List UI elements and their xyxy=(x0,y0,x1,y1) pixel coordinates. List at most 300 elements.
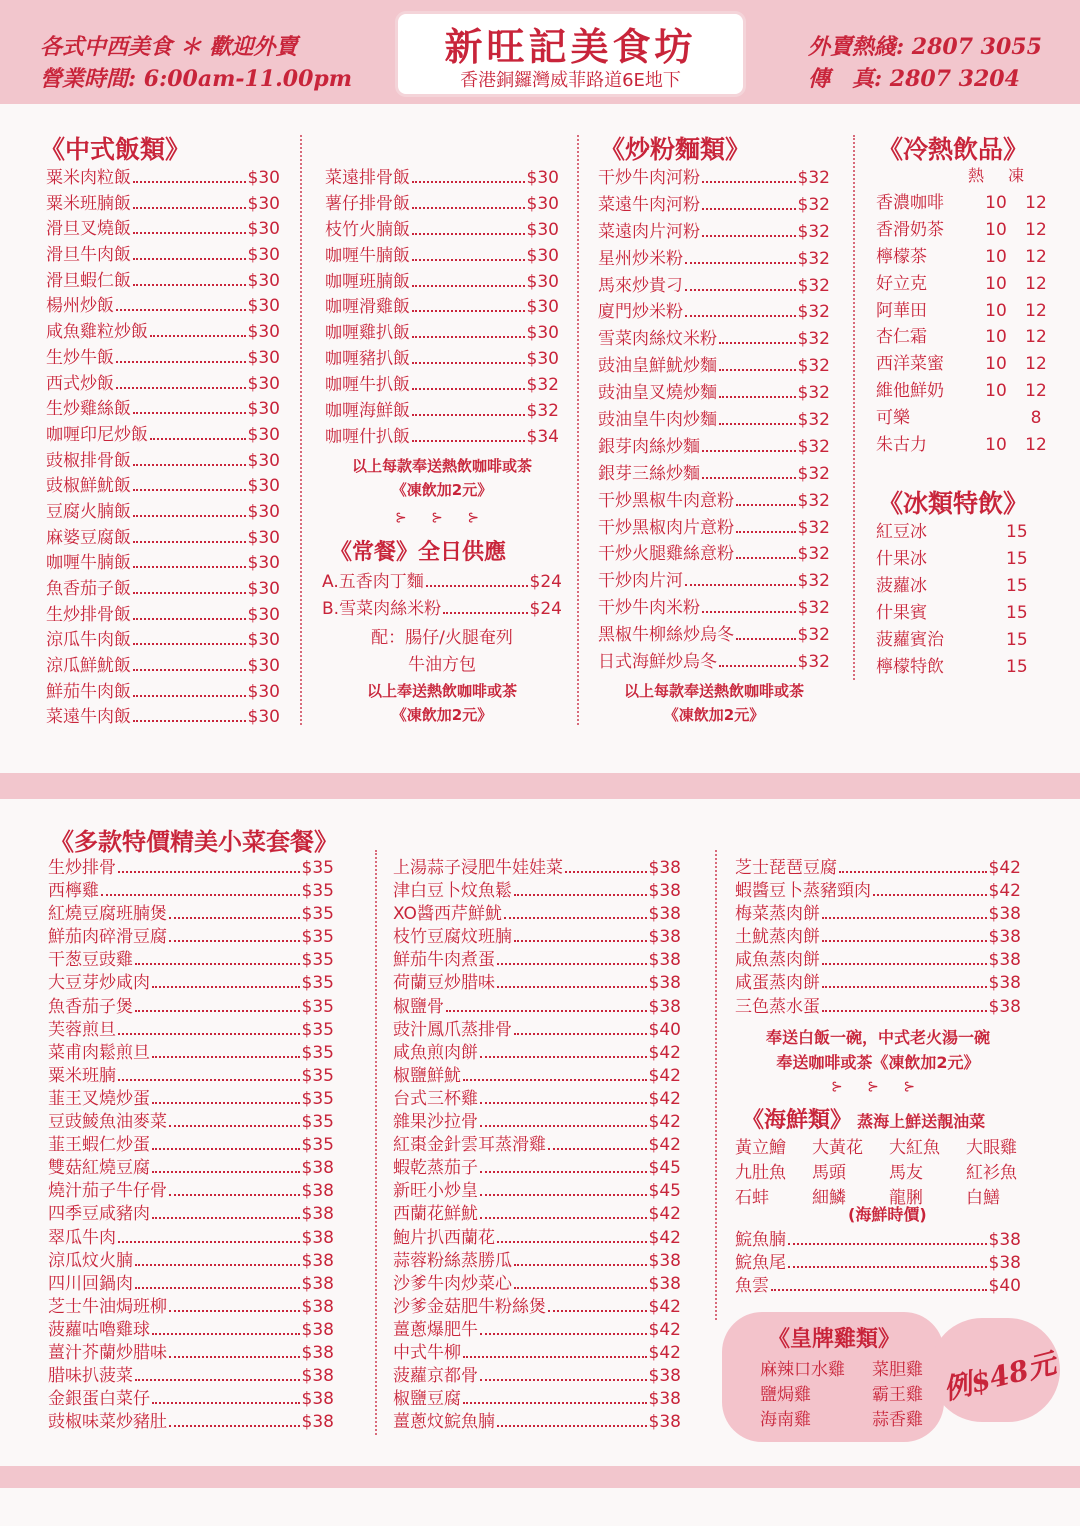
dot-leader xyxy=(152,1402,300,1404)
menu-item-name: 韮王蝦仁炒蛋 xyxy=(48,1135,150,1156)
drink-row xyxy=(876,188,1056,215)
menu-item-price: $38 xyxy=(648,881,681,902)
menu-item-name: 蝦乾蒸茄子 xyxy=(393,1158,478,1179)
ice-drink-price: 15 xyxy=(1006,603,1028,623)
seafood-market-price: (海鮮時價) xyxy=(848,1205,927,1224)
dot-leader xyxy=(788,1243,987,1245)
menu-item xyxy=(48,876,334,902)
dot-leader xyxy=(412,388,525,390)
ornament-2: ⊱ ⊱ ⊱ xyxy=(830,1079,926,1095)
seafood-fish: 細鱗 xyxy=(812,1188,846,1208)
ice-drink-name: 菠蘿冰 xyxy=(876,576,927,596)
menu-item-price: $32 xyxy=(797,598,830,619)
dishes-note-1: 奉送白飯一碗，中式老火湯一碗 xyxy=(765,1028,990,1047)
menu-item-name: 韮王叉燒炒蛋 xyxy=(48,1088,150,1109)
menu-item-price: $35 xyxy=(301,1065,334,1086)
menu-item xyxy=(598,244,830,271)
seafood-fish: 龍脷 xyxy=(889,1188,923,1208)
menu-item-name: 紅棗金針雲耳蒸滑雞 xyxy=(393,1135,546,1156)
menu-item-name: 咖喱牛腩飯 xyxy=(325,245,410,266)
menu-item xyxy=(393,899,681,925)
chicken-row xyxy=(760,1405,984,1430)
menu-item xyxy=(598,217,830,244)
menu-item xyxy=(46,574,280,600)
menu-item-name: 涼瓜炆火腩 xyxy=(48,1250,133,1271)
menu-item-price: $30 xyxy=(247,681,280,702)
menu-item-name: 干炒肉片河 xyxy=(598,571,683,592)
ice-drink-price: 15 xyxy=(1006,549,1028,569)
menu-item-name: 椒鹽鮮魷 xyxy=(393,1065,461,1086)
menu-item-price: $32 xyxy=(526,401,559,422)
dot-leader xyxy=(150,438,246,440)
dot-leader xyxy=(480,1217,647,1219)
menu-item xyxy=(393,1384,681,1410)
dot-leader xyxy=(152,1333,300,1335)
ice-drink-price: 15 xyxy=(1006,522,1028,542)
menu-item xyxy=(393,1061,681,1084)
hot-label: 熱 xyxy=(967,166,984,185)
menu-item xyxy=(48,1338,334,1361)
menu-item-name: B.雪菜肉絲米粉 xyxy=(322,599,442,619)
dot-leader xyxy=(133,592,246,594)
dot-leader xyxy=(133,181,246,183)
dot-leader xyxy=(497,1241,647,1243)
menu-item-price: $35 xyxy=(301,1135,334,1156)
menu-item xyxy=(393,1176,681,1202)
menu-item-name: 豉汁鳳爪蒸排骨 xyxy=(393,1019,512,1040)
menu-item-name: 麻婆豆腐飯 xyxy=(46,527,131,548)
menu-item-name: 腊味扒菠菜 xyxy=(48,1366,133,1387)
menu-item xyxy=(46,446,280,472)
menu-item-price: $30 xyxy=(247,707,280,728)
seafood-fish: 馬友 xyxy=(889,1163,923,1183)
menu-item-price: $42 xyxy=(648,1065,681,1086)
menu-item-name: 菜甫肉鬆煎旦 xyxy=(48,1042,150,1063)
menu-item-price: $32 xyxy=(797,275,830,296)
chicken-dish: 海南雞 xyxy=(760,1410,811,1430)
dot-leader xyxy=(463,1402,647,1404)
dot-leader xyxy=(135,1287,300,1289)
menu-item-price: $38 xyxy=(648,973,681,994)
ice-drink-name: 菠蘿賓治 xyxy=(876,630,944,650)
menu-item-name: 鯇魚尾 xyxy=(735,1253,786,1273)
dot-leader xyxy=(702,235,796,237)
menu-item xyxy=(325,215,559,241)
dot-leader xyxy=(152,1217,300,1219)
section-title-dishes: 《多款特價精美小菜套餐》 xyxy=(50,827,338,856)
menu-item xyxy=(48,1107,334,1133)
dot-leader xyxy=(135,1264,300,1266)
ice-drink-name: 什果賓 xyxy=(876,603,927,623)
menu-item-price: $30 xyxy=(526,193,559,214)
menu-item xyxy=(48,1407,334,1433)
menu-item-price: $38 xyxy=(301,1204,334,1225)
menu-item-price: $42 xyxy=(648,1088,681,1109)
shop-address: 香港銅鑼灣威菲路道6E地下 xyxy=(460,70,681,91)
ice-drink-row xyxy=(876,652,1026,679)
dot-leader xyxy=(702,450,796,452)
menu-item-price: $42 xyxy=(648,1135,681,1156)
seafood-fish: 大眼雞 xyxy=(966,1138,1017,1158)
menu-item xyxy=(48,1176,334,1202)
menu-item-price: $30 xyxy=(247,450,280,471)
menu-item-name: 咖喱印尼炒飯 xyxy=(46,424,148,445)
drink-hot-price: 10 xyxy=(985,354,1007,375)
menu-item-name: 粟米班腩飯 xyxy=(46,193,131,214)
drinks-list xyxy=(876,188,1056,457)
menu-item xyxy=(46,677,280,703)
divider-1 xyxy=(300,135,302,725)
menu-item xyxy=(735,968,1021,994)
dot-leader xyxy=(719,423,796,425)
menu-item-price: $40 xyxy=(988,1276,1021,1296)
menu-item-name: 咖喱雞扒飯 xyxy=(325,323,410,344)
drink-row xyxy=(876,269,1056,296)
dot-leader xyxy=(504,917,647,919)
menu-item-name: 黑椒牛柳絲炒烏冬 xyxy=(598,625,734,646)
menu-item-price: $32 xyxy=(526,375,559,396)
menu-item-price: $38 xyxy=(988,1253,1021,1273)
menu-item xyxy=(598,190,830,217)
menu-item-name: 沙爹牛肉炒菜心 xyxy=(393,1273,512,1294)
menu-item-price: $32 xyxy=(797,168,830,188)
menu-item-name: 馬來炒貴刁 xyxy=(598,275,683,296)
menu-item-name: 銀芽三絲炒麵 xyxy=(598,463,700,484)
menu-item-price: $30 xyxy=(247,373,280,394)
ice-drink-price: 15 xyxy=(1006,630,1028,650)
ice-drink-name: 檸檬特飲 xyxy=(876,657,944,677)
dot-leader xyxy=(169,1425,300,1427)
menu-item xyxy=(325,422,559,448)
dot-leader xyxy=(116,387,246,389)
dot-leader xyxy=(514,894,647,896)
menu-item-price: $38 xyxy=(648,1366,681,1387)
drink-hot-price: 10 xyxy=(985,381,1007,402)
menu-item-name: 豉椒鮮魷飯 xyxy=(46,476,131,497)
dot-leader xyxy=(133,258,246,260)
menu-item-price: $35 xyxy=(301,973,334,994)
dot-leader xyxy=(548,1310,647,1312)
menu-item xyxy=(393,1084,681,1107)
dot-leader xyxy=(169,1194,300,1196)
menu-item xyxy=(46,420,280,446)
menu-item-price: $38 xyxy=(301,1273,334,1294)
drink-cold-price: 8 xyxy=(1030,408,1042,429)
menu-item xyxy=(48,1038,334,1061)
menu-item xyxy=(393,1361,681,1387)
dot-leader xyxy=(133,541,246,543)
menu-item xyxy=(598,271,830,298)
menu-item xyxy=(393,1107,681,1133)
drink-hot-price: 10 xyxy=(985,193,1007,213)
dot-leader xyxy=(685,262,796,264)
drink-row xyxy=(876,322,1056,349)
menu-item xyxy=(48,1292,334,1315)
menu-item-name: 鮑片扒西蘭花 xyxy=(393,1227,495,1248)
menu-item-name: 豉油皇牛肉炒麵 xyxy=(598,410,717,431)
drink-cold-price: 12 xyxy=(1025,435,1047,456)
menu-item-name: 中式牛柳 xyxy=(393,1342,461,1363)
dot-leader xyxy=(771,1289,987,1291)
menu-item xyxy=(46,651,280,677)
set-meal-with-2: 牛油方包 xyxy=(408,655,476,675)
drink-name: 阿華田 xyxy=(876,300,927,321)
drink-cold-price: 12 xyxy=(1025,246,1047,267)
menu-item-name: 荷蘭豆炒腊味 xyxy=(393,973,495,994)
menu-item-name: 豆腐火腩飯 xyxy=(46,501,131,522)
menu-item-name: 沙爹金菇肥牛粉絲煲 xyxy=(393,1296,546,1317)
menu-item-name: 芝士琵琶豆腐 xyxy=(735,858,837,878)
menu-item-price: $38 xyxy=(301,1227,334,1248)
drink-name: 檸檬茶 xyxy=(876,246,927,267)
menu-item xyxy=(48,1015,334,1038)
menu-item-price: $32 xyxy=(797,625,830,646)
dot-leader xyxy=(719,342,796,344)
dot-leader xyxy=(497,986,647,988)
menu-item-name: 干炒火腿雞絲意粉 xyxy=(598,544,734,565)
menu-item-name: 菜遠牛肉河粉 xyxy=(598,194,700,215)
menu-item xyxy=(48,968,334,994)
menu-item xyxy=(46,189,280,215)
menu-item-price: $38 xyxy=(301,1389,334,1410)
dot-leader xyxy=(822,963,987,965)
menu-item-name: 干炒黑椒牛肉意粉 xyxy=(598,490,734,511)
menu-item-name: 豉椒排骨飯 xyxy=(46,450,131,471)
dot-leader xyxy=(480,1379,647,1381)
menu-item xyxy=(598,324,830,351)
menu-item-price: $42 xyxy=(988,881,1021,902)
menu-item-name: 津白豆卜炆魚鬆 xyxy=(393,881,512,902)
dot-leader xyxy=(788,1266,987,1268)
menu-item-price: $30 xyxy=(247,322,280,343)
menu-item xyxy=(325,318,559,344)
dot-leader xyxy=(133,489,246,491)
menu-item-name: 豆豉鯪魚油麥菜 xyxy=(48,1112,167,1133)
menu-item-price: $30 xyxy=(247,399,280,420)
set-meal-note-2: 《凍飲加2元》 xyxy=(391,706,493,724)
menu-item-price: $42 xyxy=(648,1112,681,1133)
header-tagline: 各式中西美食 ＊ 歡迎外賣 xyxy=(40,34,298,60)
menu-item-price: $30 xyxy=(247,604,280,625)
menu-item-price: $32 xyxy=(797,248,830,269)
dot-leader xyxy=(169,917,300,919)
menu-item-name: 生炒雞絲飯 xyxy=(46,399,131,420)
ice-drink-name: 紅豆冰 xyxy=(876,522,927,542)
menu-item-price: $38 xyxy=(301,1181,334,1202)
menu-item xyxy=(393,1015,681,1038)
menu-item-name: 生炒排骨 xyxy=(48,858,116,878)
drink-row xyxy=(876,296,1056,323)
menu-item-name: 雪菜肉絲炆米粉 xyxy=(598,329,717,350)
menu-item xyxy=(46,240,280,266)
menu-item xyxy=(598,378,830,405)
menu-item-name: 雙菇紅燒豆腐 xyxy=(48,1158,150,1179)
dot-leader xyxy=(133,720,246,722)
dot-leader xyxy=(150,335,246,337)
seafood-list xyxy=(735,1225,1021,1294)
menu-item-name: XO醬西芹鮮魷 xyxy=(393,904,502,925)
menu-item-price: $38 xyxy=(648,858,681,878)
divider-4 xyxy=(375,850,377,1435)
menu-item-price: $38 xyxy=(988,927,1021,948)
menu-item-name: 菠蘿京都骨 xyxy=(393,1366,478,1387)
menu-item xyxy=(46,548,280,574)
menu-item xyxy=(48,1061,334,1084)
menu-item-price: $30 xyxy=(247,424,280,445)
drink-hot-price: 10 xyxy=(985,327,1007,348)
dishes-list-3 xyxy=(735,853,1021,1015)
dot-leader xyxy=(514,940,647,942)
menu-item-price: $32 xyxy=(797,652,830,673)
dot-leader xyxy=(514,1264,647,1266)
menu-item-name: 滑旦牛肉飯 xyxy=(46,245,131,266)
menu-item-name: 蒜蓉粉絲蒸勝瓜 xyxy=(393,1250,512,1271)
drink-hot-price: 10 xyxy=(985,435,1007,456)
dot-leader xyxy=(685,584,796,586)
menu-item xyxy=(322,594,562,621)
section-title-noodles: 《炒粉麵類》 xyxy=(600,135,751,164)
dot-leader xyxy=(463,1356,647,1358)
menu-item-name: 薑蔥炆鯇魚腩 xyxy=(393,1412,495,1433)
dot-leader xyxy=(118,1079,300,1081)
menu-item xyxy=(325,267,559,293)
drink-name: 香滑奶茶 xyxy=(876,219,944,240)
dishes-note-2: 奉送咖啡或茶《凍飲加2元》 xyxy=(776,1053,980,1072)
chicken-price-tag: 例$48元 xyxy=(940,1346,1060,1407)
menu-item xyxy=(46,625,280,651)
drink-cold-price: 12 xyxy=(1025,219,1047,240)
drink-hot-price: 10 xyxy=(985,219,1007,240)
menu-item xyxy=(735,992,1021,1015)
menu-item xyxy=(598,620,830,647)
divider-3 xyxy=(853,135,855,680)
seafood-fish: 石蚌 xyxy=(735,1188,769,1208)
dot-leader xyxy=(412,414,525,416)
dishes-list-2 xyxy=(393,853,681,1433)
rice-note-2: 《凍飲加2元》 xyxy=(391,481,493,499)
menu-item-price: $42 xyxy=(648,1342,681,1363)
rice-note-1: 以上每款奉送熱飲咖啡或茶 xyxy=(351,457,532,475)
dot-leader xyxy=(118,1033,300,1035)
menu-item-name: 咸魚蒸肉餅 xyxy=(735,950,820,971)
menu-item xyxy=(598,566,830,593)
dot-leader xyxy=(446,1010,647,1012)
dot-leader xyxy=(514,1033,647,1035)
menu-item xyxy=(46,343,280,369)
dot-leader xyxy=(133,515,246,517)
ice-drink-row xyxy=(876,625,1026,652)
dot-leader xyxy=(822,940,987,942)
dot-leader xyxy=(443,612,527,614)
menu-item-price: $42 xyxy=(648,1042,681,1063)
menu-item-name: 枝竹火腩飯 xyxy=(325,219,410,240)
menu-item xyxy=(598,405,830,432)
drink-name: 朱古力 xyxy=(876,435,927,456)
menu-item-name: 菠蘿咕嚕雞球 xyxy=(48,1319,150,1340)
drink-name: 西洋菜蜜 xyxy=(876,354,944,375)
dot-leader xyxy=(412,259,525,261)
menu-item-price: $38 xyxy=(988,1230,1021,1250)
menu-item-price: $24 xyxy=(529,599,562,619)
menu-item-name: 咖喱海鮮飯 xyxy=(325,401,410,422)
dot-leader xyxy=(702,181,796,183)
ice-drinks-list xyxy=(876,517,1026,679)
menu-item-price: $38 xyxy=(648,996,681,1017)
menu-item xyxy=(46,317,280,343)
menu-item-price: $30 xyxy=(526,168,559,188)
menu-item-name: 涼瓜鮮魷飯 xyxy=(46,656,131,677)
menu-item-price: $32 xyxy=(797,544,830,565)
menu-item-price: $30 xyxy=(526,323,559,344)
menu-item-name: 滑旦蝦仁飯 xyxy=(46,270,131,291)
menu-item-name: 菜遠肉片河粉 xyxy=(598,221,700,242)
menu-item-price: $30 xyxy=(247,219,280,240)
dot-leader xyxy=(118,871,300,873)
menu-item xyxy=(393,992,681,1015)
dot-leader xyxy=(685,289,796,291)
menu-item-price: $35 xyxy=(301,950,334,971)
dot-leader xyxy=(133,566,246,568)
menu-item-price: $30 xyxy=(526,245,559,266)
menu-item-price: $35 xyxy=(301,996,334,1017)
menu-item-price: $30 xyxy=(526,219,559,240)
menu-item-price: $30 xyxy=(247,579,280,599)
cold-label: 凍 xyxy=(1007,166,1024,185)
drink-cold-price: 12 xyxy=(1025,273,1047,294)
menu-item-price: $30 xyxy=(247,193,280,214)
menu-item xyxy=(325,370,559,396)
menu-item xyxy=(393,1038,681,1061)
menu-item-price: $35 xyxy=(301,927,334,948)
menu-item xyxy=(46,523,280,549)
menu-item-name: 咖喱牛腩飯 xyxy=(46,553,131,574)
dot-leader xyxy=(412,233,525,235)
menu-item xyxy=(48,1153,334,1179)
menu-item-name: 干炒牛肉米粉 xyxy=(598,598,700,619)
menu-item-name: 西蘭花鮮魷 xyxy=(393,1204,478,1225)
menu-item-name: 豉椒味菜炒豬肚 xyxy=(48,1412,167,1433)
menu-item xyxy=(46,497,280,523)
menu-item xyxy=(393,1223,681,1246)
drink-cold-price: 12 xyxy=(1025,381,1047,402)
menu-item xyxy=(48,899,334,925)
dot-leader xyxy=(412,440,525,442)
menu-item-name: 西式炒飯 xyxy=(46,373,114,394)
menu-item-price: $32 xyxy=(797,571,830,592)
seafood-fish: 九肚魚 xyxy=(735,1163,786,1183)
menu-item-price: $38 xyxy=(648,904,681,925)
dot-leader xyxy=(152,986,300,988)
menu-item xyxy=(393,922,681,948)
menu-item xyxy=(48,1315,334,1338)
menu-item-price: $32 xyxy=(797,490,830,511)
menu-item xyxy=(48,1246,334,1269)
section-title-drinks: 《冷熱飲品》 xyxy=(878,135,1029,164)
dot-leader xyxy=(719,396,796,398)
menu-item-name: 粟米肉粒飯 xyxy=(46,168,131,188)
set-meal-with-1: 配：腸仔/火腿奄列 xyxy=(371,628,513,648)
ice-drink-price: 15 xyxy=(1006,657,1028,677)
menu-item xyxy=(48,922,334,948)
shop-name: 新旺記美食坊 xyxy=(444,24,697,69)
menu-item xyxy=(393,1153,681,1179)
menu-item-name: 日式海鮮炒烏冬 xyxy=(598,652,717,673)
menu-item xyxy=(46,471,280,497)
menu-item-name: 楊州炒飯 xyxy=(46,296,114,317)
seafood-subtitle: 蒸海上鮮送靚油菜 xyxy=(857,1112,986,1131)
menu-item-name: 涼瓜牛肉飯 xyxy=(46,630,131,651)
menu-item-price: $38 xyxy=(301,1342,334,1363)
